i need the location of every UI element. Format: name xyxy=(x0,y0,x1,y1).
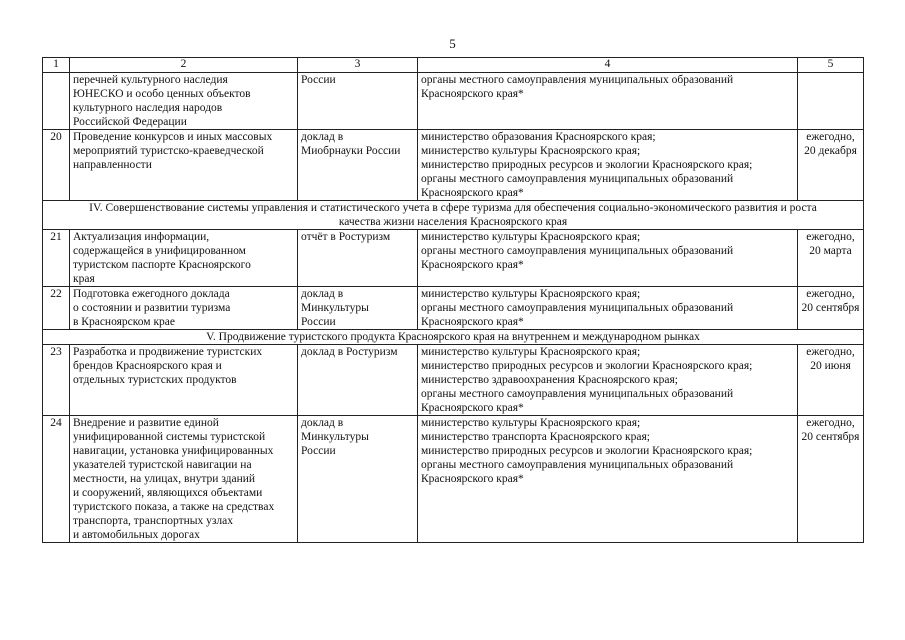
event-cell-line: брендов Красноярского края и xyxy=(73,360,222,372)
event-cell-line: Подготовка ежегодного доклада xyxy=(73,288,230,300)
term-cell-line: 20 сентября xyxy=(801,431,860,443)
event-cell-line: транспорта, транспортных узлах xyxy=(73,515,234,527)
event-cell-line: туристского показа, а также на средствах xyxy=(73,501,275,513)
event-cell-line: ЮНЕСКО и особо ценных объектов xyxy=(73,88,251,100)
row-number: 23 xyxy=(43,345,70,416)
executors-cell xyxy=(418,73,798,130)
executors-cell-line: министерство природных ресурсов и экологии Красноярского края; xyxy=(421,360,753,372)
column-header: 4 xyxy=(418,58,798,73)
event-cell-line: навигации, установка унифицированных xyxy=(73,445,274,457)
event-cell-line: Проведение конкурсов и иных массовых xyxy=(73,131,273,143)
executors-cell-line: министерство культуры Красноярского края; xyxy=(421,231,641,243)
term-cell xyxy=(798,73,864,130)
executors-cell-line: министерство культуры Красноярского края; xyxy=(421,346,641,358)
plan-table xyxy=(42,57,864,543)
term-cell-line: ежегодно, xyxy=(806,417,855,429)
result-cell xyxy=(298,345,418,416)
term-cell-line: 20 июня xyxy=(810,360,851,372)
term-cell-line: 20 декабря xyxy=(804,145,857,157)
executors-cell xyxy=(418,287,798,330)
event-cell-line: края xyxy=(73,273,95,285)
executors-cell xyxy=(418,230,798,287)
row-number xyxy=(43,73,70,130)
event-cell-line: Российской Федерации xyxy=(73,116,187,128)
event-cell-line: туристском паспорте Красноярского xyxy=(73,259,251,271)
column-header: 3 xyxy=(298,58,418,73)
executors-cell-line: министерство культуры Красноярского края; xyxy=(421,288,641,300)
executors-cell-line: министерство образования Красноярского края; xyxy=(421,131,656,143)
result-cell-line: доклад в xyxy=(301,288,344,300)
executors-cell-line: Красноярского края* xyxy=(421,259,524,271)
result-cell xyxy=(298,287,418,330)
event-cell xyxy=(70,230,298,287)
executors-cell-line: министерство транспорта Красноярского края; xyxy=(421,431,650,443)
event-cell xyxy=(70,73,298,130)
row-number: 21 xyxy=(43,230,70,287)
event-cell xyxy=(70,287,298,330)
executors-cell-line: органы местного самоуправления муниципальных образований xyxy=(421,173,734,185)
executors-cell-line: Красноярского края* xyxy=(421,187,524,199)
executors-cell-line: министерство природных ресурсов и экологии Красноярского края; xyxy=(421,445,753,457)
section-iv-title-line: IV. Совершенствование системы управления и статистического учета в сфере туризма для обеспечения социально-экономического развития и роста xyxy=(89,202,817,214)
section-iv-title-line: качества жизни населения Красноярского края xyxy=(338,216,568,228)
result-cell-line: России xyxy=(301,316,336,328)
table-row xyxy=(43,416,864,543)
term-cell xyxy=(798,230,864,287)
executors-cell-line: министерство природных ресурсов и экологии Красноярского края; xyxy=(421,159,753,171)
event-cell-line: Актуализация информации, xyxy=(73,231,210,243)
event-cell-line: и автомобильных дорогах xyxy=(73,529,200,541)
column-header: 2 xyxy=(70,58,298,73)
result-cell-line: Миобрнауки России xyxy=(301,145,401,157)
executors-cell-line: органы местного самоуправления муниципальных образований xyxy=(421,245,734,257)
executors-cell-line: органы местного самоуправления муниципальных образований xyxy=(421,302,734,314)
term-cell-line: ежегодно, xyxy=(806,231,855,243)
section-v-title-line: V. Продвижение туристского продукта Красноярского края на внутреннем и международном рынках xyxy=(206,331,700,343)
executors-cell-line: органы местного самоуправления муниципальных образований xyxy=(421,74,734,86)
executors-cell-line: Красноярского края* xyxy=(421,402,524,414)
executors-cell-line: Красноярского края* xyxy=(421,88,524,100)
term-cell xyxy=(798,287,864,330)
term-cell-line: 20 марта xyxy=(809,245,852,257)
executors-cell xyxy=(418,345,798,416)
event-cell xyxy=(70,416,298,543)
event-cell-line: Разработка и продвижение туристских xyxy=(73,346,263,358)
event-cell-line: культурного наследия народов xyxy=(73,102,223,114)
table-row xyxy=(43,345,864,416)
term-cell-line: ежегодно, xyxy=(806,131,855,143)
table-header-row xyxy=(43,58,864,73)
executors-cell-line: Красноярского края* xyxy=(421,473,524,485)
result-cell-line: отчёт в Ростуризм xyxy=(301,231,391,243)
result-cell-line: России xyxy=(301,74,336,86)
executors-cell-line: органы местного самоуправления муниципальных образований xyxy=(421,388,734,400)
executors-cell-line: министерство культуры Красноярского края; xyxy=(421,417,641,429)
event-cell-line: мероприятий туристско-краеведческой xyxy=(73,145,264,157)
page-number: 5 xyxy=(449,36,456,51)
result-cell-line: Минкультуры xyxy=(301,431,369,443)
executors-cell-line: министерство культуры Красноярского края; xyxy=(421,145,641,157)
section-v xyxy=(43,330,864,345)
event-cell-line: о состоянии и развитии туризма xyxy=(73,302,231,314)
term-cell-line: ежегодно, xyxy=(806,288,855,300)
event-cell-line: направленности xyxy=(73,159,152,171)
column-header: 5 xyxy=(798,58,864,73)
event-cell-line: указателей туристской навигации на xyxy=(73,459,252,471)
executors-cell xyxy=(418,416,798,543)
result-cell-line: России xyxy=(301,445,336,457)
result-cell xyxy=(298,73,418,130)
term-cell xyxy=(798,416,864,543)
section-iv-title xyxy=(43,201,864,230)
term-cell-line: 20 сентября xyxy=(801,302,860,314)
table-row xyxy=(43,287,864,330)
result-cell-line: доклад в xyxy=(301,417,344,429)
term-cell xyxy=(798,345,864,416)
event-cell-line: Внедрение и развитие единой xyxy=(73,417,219,429)
result-cell-line: доклад в Ростуризм xyxy=(301,346,398,358)
section-iv xyxy=(43,201,864,230)
row-number: 24 xyxy=(43,416,70,543)
table-row xyxy=(43,73,864,130)
result-cell xyxy=(298,416,418,543)
event-cell-line: местности, на улицах, внутри зданий xyxy=(73,473,256,485)
column-header: 1 xyxy=(43,58,70,73)
result-cell xyxy=(298,130,418,201)
event-cell-line: содержащейся в унифицированном xyxy=(73,245,246,257)
result-cell-line: доклад в xyxy=(301,131,344,143)
executors-cell-line: министерство здравоохранения Красноярского края; xyxy=(421,374,678,386)
row-number: 22 xyxy=(43,287,70,330)
event-cell xyxy=(70,345,298,416)
event-cell-line: и сооружений, являющихся объектами xyxy=(73,487,263,499)
executors-cell-line: Красноярского края* xyxy=(421,316,524,328)
table-row xyxy=(43,230,864,287)
event-cell-line: отдельных туристских продуктов xyxy=(73,374,237,386)
result-cell xyxy=(298,230,418,287)
event-cell-line: в Красноярском крае xyxy=(73,316,175,328)
event-cell-line: перечней культурного наследия xyxy=(73,74,228,86)
section-v-title xyxy=(43,330,864,345)
term-cell-line: ежегодно, xyxy=(806,346,855,358)
result-cell-line: Минкультуры xyxy=(301,302,369,314)
table-row xyxy=(43,130,864,201)
executors-cell-line: органы местного самоуправления муниципальных образований xyxy=(421,459,734,471)
event-cell-line: унифицированной системы туристской xyxy=(73,431,266,443)
event-cell xyxy=(70,130,298,201)
executors-cell xyxy=(418,130,798,201)
term-cell xyxy=(798,130,864,201)
row-number: 20 xyxy=(43,130,70,201)
